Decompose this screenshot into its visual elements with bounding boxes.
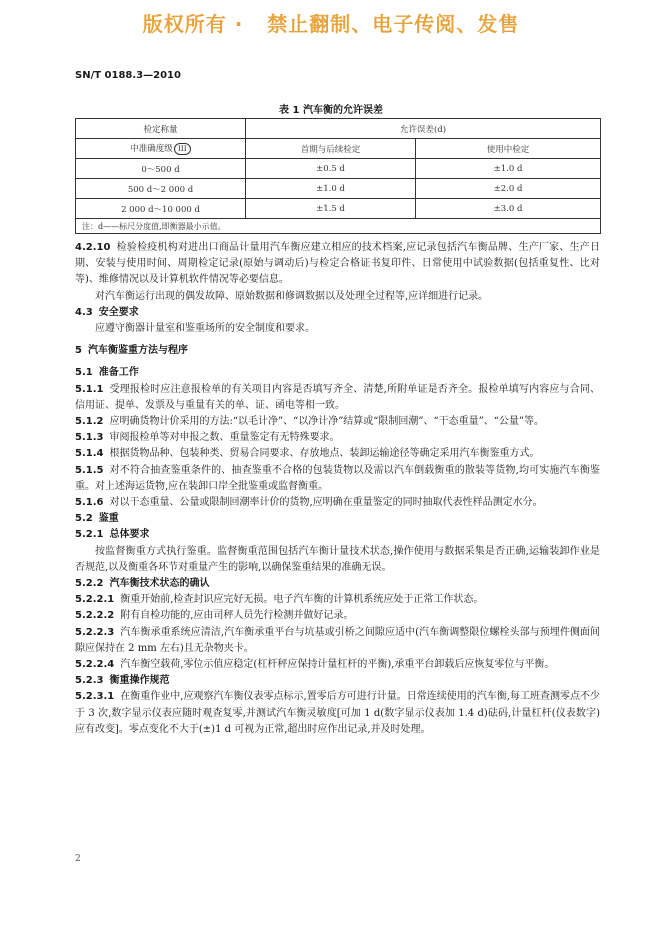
clause-number: 5.2.3 [75,675,104,687]
clause-text: 总体要求 [109,529,150,541]
numbered-clause [75,382,600,414]
section-heading [75,365,600,381]
table-title: 表 1 汽车衡的允许误差 [279,105,383,116]
section-heading [75,305,600,321]
row-first: ±1.0 d [246,179,416,199]
numbered-clause [75,414,600,430]
clause-number: 5.2.2.4 [75,659,115,671]
clause-number: 5 [75,345,82,357]
section-heading [75,527,600,543]
clause-text: 附有自检功能的,应由司秤人员先行检测并做好记录。 [120,610,354,622]
clause-text: 受理报检时应注意报检单的有关项目内容是否填写齐全、清楚,所附单证是否齐全。报检单填写内容应与合同、信用证、提单、发票及与重量有关的单、证、函电等相一致。 [75,383,600,411]
row-range: 500 d～2 000 d [76,179,246,199]
row-first: ±1.5 d [246,199,416,219]
col-header-tolerance: 允许误差(d) [246,119,601,139]
clause-text: 准备工作 [98,367,139,379]
numbered-clause [75,446,600,462]
paragraph [75,321,600,337]
clause-number: 5.2.2.2 [75,610,115,622]
section-heading [75,673,600,689]
page-number: 2 [75,854,81,864]
clause-text: 检验检疫机构对进出口商品计量用汽车衡应建立相应的技术档案,应记录包括汽车衡品牌、生产厂家、生产日期、安装与使用时间、周期检定记录(原始与调动后)与检定合格证书复印件、日常使用中试验数据(包括重复性、比对等)、维修情况以及计算机软件情况等必要信息。 [75,242,600,286]
numbered-clause [75,657,600,673]
clause-number: 5.2.2.1 [75,594,115,606]
numbered-clause [75,689,600,738]
numbered-clause [75,625,600,657]
numbered-clause [75,592,600,608]
paragraph [75,544,600,576]
subheader-first-verification: 首期与后续检定 [246,139,416,159]
clause-text: 汽车衡空载荷,零位示值应稳定(杠杆秤应保持计量杠杆的平衡),承重平台卸载后应恢复零位与平衡。 [120,659,555,671]
grade-iii-symbol: III [174,143,191,155]
row-first: ±0.5 d [246,159,416,179]
accuracy-grade-cell [76,139,246,159]
clause-text: 安全要求 [98,306,139,318]
watermark-banner: 版权所有 · 禁止翻制、电子传阅、发售 [142,12,520,36]
clause-number: 5.1.6 [75,497,104,509]
section-heading [75,343,600,359]
clause-text: 对以干态重量、公量或限制回潮率计价的货物,应明确在重量鉴定的同时抽取代表性样品测定水分。 [109,497,543,509]
clause-number: 4.2.10 [75,242,111,253]
clause-text: 衡重开始前,检查封识应完好无损。电子汽车衡的计算机系统应处于正常工作状态。 [120,594,484,606]
row-range: 0～500 d [76,159,246,179]
clause-number: 5.1.5 [75,464,104,476]
document-body [75,240,600,738]
row-use: ±3.0 d [416,199,601,219]
clause-text: 在衡重作业中,应观察汽车衡仪表零点标示,置零后方可进行计量。日常连续使用的汽车衡,每工班查测零点不少于 3 次,数字显示仪表应随时观查复零,并测试汽车衡灵敏度[可加 1 d(数字显示仪表加 1.4 d)砝码,计量杠杆(仪表数字)应有改变]。零点变化不大于(±)1 d 可视为正常,超出时应作出记录,并及时处理。 [75,691,600,735]
tolerance-table [75,118,601,234]
col-header-load: 检定称量 [76,119,246,139]
numbered-clause [75,495,600,511]
table-row [76,159,601,179]
clause-number: 5.2.2.3 [75,626,115,638]
row-use: ±1.0 d [416,159,601,179]
clause-number: 5.1.1 [75,383,104,395]
clause-text: 应明确货物计价采用的方法:“以毛计净”、“以净计净”结算或“限制回潮”、“干态重量”、“公量”等。 [109,416,544,428]
clause-number: 4.3 [75,306,93,318]
numbered-clause [75,608,600,624]
section-heading [75,511,600,527]
clause-number: 5.2 [75,513,93,525]
section-heading [75,576,600,592]
numbered-clause [75,240,600,289]
clause-text: 对汽车衡运行出现的偶发故障、原始数据和修调数据以及处理全过程等,应详细进行记录。 [95,290,489,302]
clause-text: 鉴重 [98,513,119,525]
clause-text: 衡重操作规范 [109,675,170,687]
clause-text: 汽车衡承重系统应清洁,汽车衡承重平台与坑基或引桥之间隙应适中(汽车衡调整限位螺栓头部与预埋件侧面间隙应保持在 2 mm 左右)且无杂物夹卡。 [75,626,600,654]
row-range: 2 000 d～10 000 d [76,199,246,219]
clause-number: 5.1 [75,367,93,379]
clause-text: 审阅报检单等对申报之数、重量鉴定有无特殊要求。 [109,432,340,444]
clause-number: 5.2.2 [75,578,104,590]
clause-text: 应遵守衡器计量室和鉴重场所的安全制度和要求。 [95,323,315,335]
clause-number: 5.1.2 [75,416,104,428]
clause-text: 汽车衡鉴重方法与程序 [87,345,188,357]
clause-number: 5.2.3.1 [75,691,115,703]
numbered-clause [75,430,600,446]
clause-number: 5.1.4 [75,448,104,460]
subheader-in-use-verification: 使用中检定 [416,139,601,159]
table-note: 注：d——标尺分度值,即衡器最小示值。 [76,219,601,234]
clause-text: 按监督衡重方式执行鉴重。监督衡重范围包括汽车衡计量技术状态,操作使用与数据采集是否正确,运输装卸作业是否规范,以及衡重各环节对重量产生的影响,以确保鉴重结果的准确无误。 [75,545,600,573]
clause-text: 对不符合抽查鉴重条件的、抽查鉴重不合格的包装货物以及需以汽车倒载衡重的散装等货物,均可实施汽车衡鉴重。对上述海运货物,应在装卸口岸全批鉴重或监督衡重。 [75,464,600,492]
paragraph [75,289,600,305]
row-use: ±2.0 d [416,179,601,199]
clause-text: 汽车衡技术状态的确认 [109,578,210,590]
numbered-clause [75,463,600,495]
accuracy-grade-label: 中准确度级 [130,144,173,154]
clause-number: 5.1.3 [75,432,104,444]
standard-code: SN/T 0188.3—2010 [75,70,181,81]
clause-number: 5.2.1 [75,529,104,541]
table-row [76,199,601,219]
table-row [76,179,601,199]
clause-text: 根据货物品种、包装种类、贸易合同要求、存放地点、装卸运输途径等确定采用汽车衡鉴重方式。 [109,448,540,460]
